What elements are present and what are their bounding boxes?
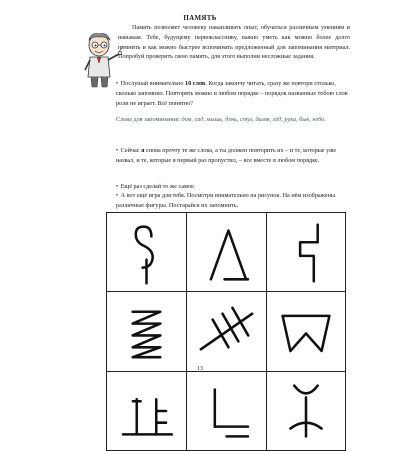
figure-cell bbox=[186, 212, 267, 292]
page-title: ПАМЯТЬ bbox=[183, 14, 217, 22]
words-label: Слова для запоминания: bbox=[116, 116, 180, 123]
antenna-figure bbox=[267, 372, 345, 450]
figures-grid bbox=[106, 212, 346, 451]
comb-figure bbox=[107, 372, 186, 450]
crown-w-figure bbox=[267, 292, 345, 371]
instruction-text: Послушай внимательно bbox=[120, 80, 185, 87]
instruction-repeat bbox=[116, 146, 350, 166]
figure-cell bbox=[266, 371, 346, 451]
hook-s-figure bbox=[107, 213, 186, 291]
instruction-text: А вот ещё игра для тебя. Посмотри внимательно на рисунок. На нём изображены различные фигуры. Постарайся их запомнить. bbox=[116, 192, 336, 210]
intro-paragraph: Память позволяет человеку накапливать опыт, обучаться различным умениям и навыкам. Тебе, будущему первокласснику, важно уметь как можно более долго помнить и как можно быстрее вспоминать предложенный для запоминания материал. Попробуй проверить свою память, для этого выполни несложные задания. bbox=[118, 24, 350, 61]
figure-cell bbox=[106, 212, 187, 292]
bullet: • bbox=[116, 193, 119, 199]
figure-cell bbox=[106, 371, 187, 451]
instruction-listen bbox=[116, 79, 350, 108]
triangle-figure bbox=[187, 213, 266, 291]
zigzag-figure bbox=[267, 213, 345, 291]
instruction-figures bbox=[116, 191, 350, 211]
words-to-remember bbox=[116, 115, 350, 124]
figure-cell bbox=[106, 291, 187, 372]
instruction-text: снова прочту те же слова, а ты должен повторить их – и те, которые уже назвал, и те, которые в первый раз пропустил, – все вместе в любом порядке. bbox=[116, 147, 337, 165]
figure-cell bbox=[266, 212, 346, 292]
bullet: • bbox=[116, 148, 119, 154]
spring-figure bbox=[107, 292, 186, 371]
crossed-lines-figure bbox=[187, 292, 266, 371]
instruction-text: Ещё раз сделай то же самое. bbox=[120, 183, 196, 190]
instruction-emphasis: я bbox=[141, 147, 145, 154]
figure-cell bbox=[186, 291, 267, 372]
instruction-text: . Когда закончу читать, сразу же повтори столько, сколько запомнил. Повторять можно в любом порядке – порядок названных тобою слов роли не играет. Всё понятно? bbox=[116, 80, 348, 107]
bullet: • bbox=[116, 81, 119, 87]
bullet: • bbox=[116, 184, 119, 190]
instruction-text: Сейчас bbox=[120, 147, 142, 154]
page-number: 13 bbox=[197, 366, 203, 372]
words-list: дом, сад, мышь, день, стул, дымк, лёд, рука, бык, небо. bbox=[181, 116, 326, 123]
instruction-emphasis: 10 слов bbox=[185, 80, 206, 87]
corner-lines-figure bbox=[187, 372, 266, 450]
figure-cell bbox=[186, 371, 267, 451]
figure-cell bbox=[266, 291, 346, 372]
